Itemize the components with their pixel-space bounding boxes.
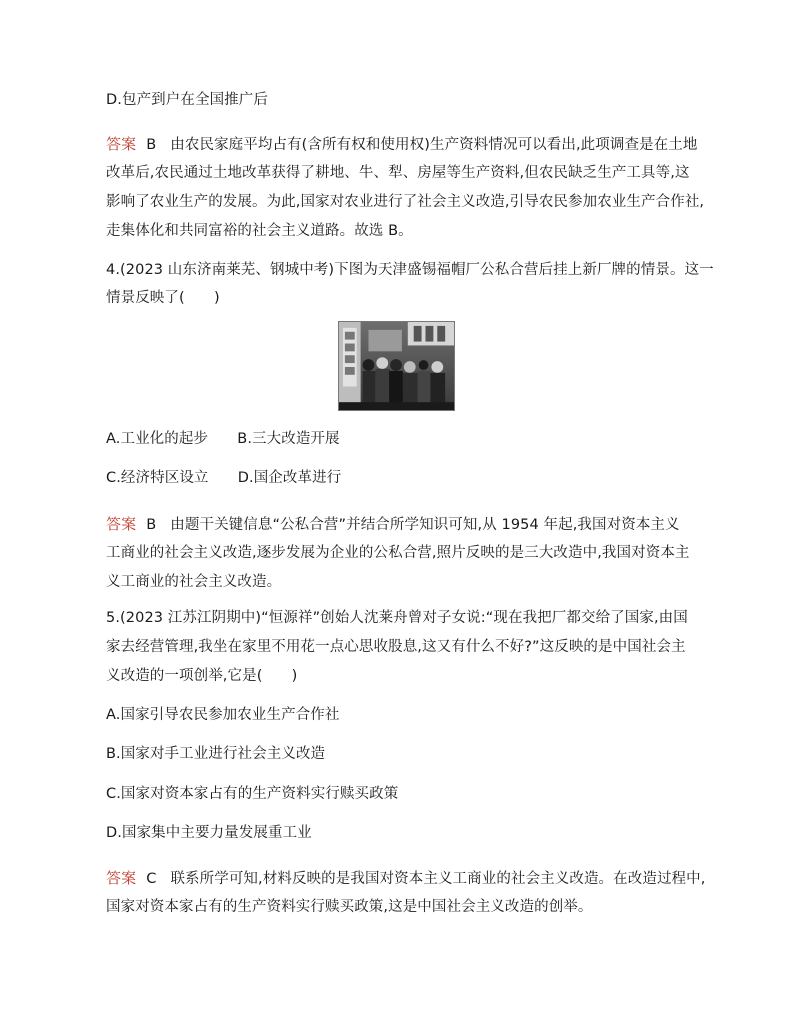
answer-label: 答案 xyxy=(106,515,137,533)
answer-3-line-3: 影响了农业生产的发展。为此,国家对农业进行了社会主义改造,引导农民参加农业生产合作社, xyxy=(106,194,705,210)
q4-stem-line-1: 4.(2023 山东济南莱芜、钢城中考)下图为天津盛锡福帽厂公私合营后挂上新厂牌的情景。这一 xyxy=(106,262,714,278)
answer-text: 由题干关键信息“公私合营”并结合所学知识可知,从 1954 年起,我国对资本主义 xyxy=(170,517,680,533)
q4-stem-line-2: 情景反映了( ) xyxy=(106,290,220,306)
answer-label: 答案 xyxy=(106,869,137,887)
q5-stem-line-3: 义改造的一项创举,它是( ) xyxy=(106,668,298,684)
answer-4-line-3: 义工商业的社会主义改造。 xyxy=(106,574,282,590)
answer-text: 由农民家庭平均占有(含所有权和使用权)生产资料情况可以看出,此项调查是在土地 xyxy=(170,137,698,153)
q5-option-d: D.国家集中主要力量发展重工业 xyxy=(106,825,312,841)
q5-stem-line-1: 5.(2023 江苏江阴期中)“恒源祥”创始人沈莱舟曾对子女说:“现在我把厂都交给了国家,由国 xyxy=(106,610,688,626)
answer-letter: C xyxy=(146,871,157,887)
answer-3-line-4: 走集体化和共同富裕的社会主义道路。故选 B。 xyxy=(106,223,413,239)
q5-option-c: C.国家对资本家占有的生产资料实行赎买政策 xyxy=(106,786,399,802)
q5-stem-line-2: 家去经营管理,我坐在家里不用花一点心思收股息,这又有什么不好?”这反映的是中国社会主 xyxy=(106,639,686,655)
answer-4-line-1 xyxy=(106,514,680,535)
answer-text: 联系所学可知,材料反映的是我国对资本主义工商业的社会主义改造。在改造过程中, xyxy=(170,871,706,887)
answer-letter: B xyxy=(146,517,157,533)
answer-4-line-2: 工商业的社会主义改造,逐步发展为企业的公私合营,照片反映的是三大改造中,我国对资本主 xyxy=(106,545,690,561)
q4-options-row-1: A.工业化的起步 B.三大改造开展 xyxy=(106,431,340,447)
answer-5-line-1 xyxy=(106,868,705,889)
photo-illustration xyxy=(339,322,454,410)
q5-option-b: B.国家对手工业进行社会主义改造 xyxy=(106,746,326,762)
q5-option-a: A.国家引导农民参加农业生产合作社 xyxy=(106,707,340,723)
q3-option-d: D.包产到户在全国推广后 xyxy=(106,92,268,108)
answer-3-line-2: 改革后,农民通过土地改革获得了耕地、牛、犁、房屋等生产资料,但农民缺乏生产工具等,这 xyxy=(106,165,690,181)
factory-sign-photo xyxy=(338,321,455,411)
answer-label: 答案 xyxy=(106,135,137,153)
q4-options-row-2: C.经济特区设立 D.国企改革进行 xyxy=(106,470,342,486)
answer-5-line-2: 国家对资本家占有的生产资料实行赎买政策,这是中国社会主义改造的创举。 xyxy=(106,899,593,915)
answer-3-line-1 xyxy=(106,134,698,155)
answer-letter: B xyxy=(146,137,157,153)
